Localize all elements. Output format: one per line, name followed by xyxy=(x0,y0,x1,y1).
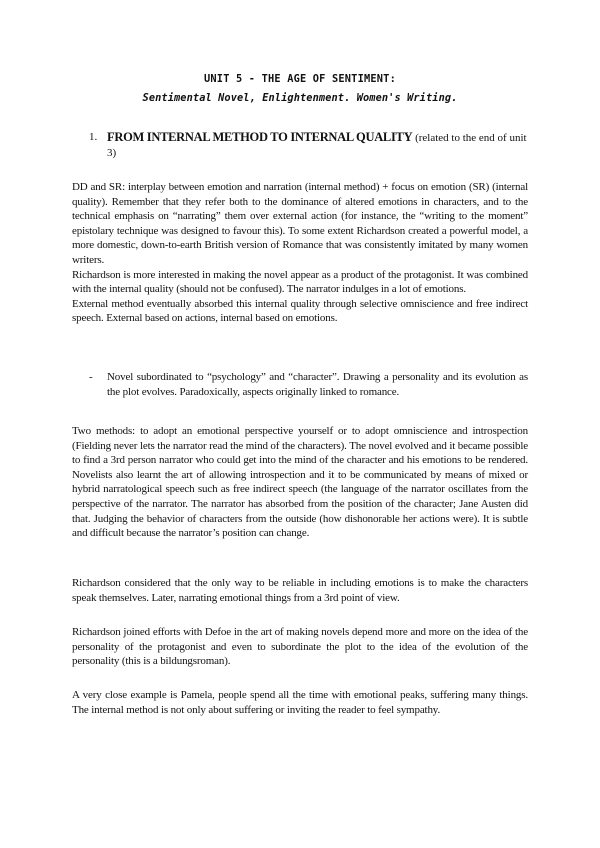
paragraph: Two methods: to adopt an emotional perspective yourself or to adopt omniscience and introspection (Fielding never lets the narrator read the mind of the characters). The novel evolved and it became possible to find a 3rd person narrator who could get into the mind of the character and his emotions to be rendered. Novelists also learnt the art of allowing introspection and it to be communicated by means of mixed or hybrid narratological speech such as free indirect speech (the language of the narrator oscillates from the perspective of the narrator. The narrator has absorbed from the position of the character; Jane Austen did that. Judging the behavior of characters from the outside (how dishonorable her actions were). It is subtle and difficult because the narrator’s position can change. xyxy=(72,425,528,540)
section-heading-text xyxy=(89,130,529,161)
bullet-item xyxy=(89,370,528,399)
paragraph-block-2 xyxy=(72,424,528,541)
paragraph-block-1 xyxy=(72,180,528,326)
paragraph: External method eventually absorbed this internal quality through selective omniscience and free indirect speech. External based on actions, internal based on emotions. xyxy=(72,297,528,325)
section-number: 1. xyxy=(89,131,98,143)
paragraph: Richardson is more interested in making the novel appear as a product of the protagonist. It was combined with the internal quality (should not be confused). The narrator indulges in a lot of emotions. xyxy=(72,268,528,296)
paragraph: A very close example is Pamela, people spend all the time with emotional peaks, suffering many things. The internal method is not only about suffering or inviting the reader to feel sympathy. xyxy=(72,689,528,716)
bullet-text: Novel subordinated to “psychology” and “character”. Drawing a personality and its evolution as the plot evolves. Paradoxically, aspects originally linked to romance. xyxy=(107,371,528,398)
bullet-marker: - xyxy=(89,371,93,383)
unit-title-main: UNIT 5 - THE AGE OF SENTIMENT: xyxy=(204,73,396,85)
paragraph: DD and SR: interplay between emotion and narration (internal method) + focus on emotion (SR) (internal quality). Remember that they refer both to the dominance of altered emotions in characters, and to the technical emphasis on “narrating” them over external action (for instance, the “writing to the moment” epistolary technique was designed to favour this). To some extent Richardson created a powerful model, a more domestic, down-to-earth British version of Romance that was consistently imitated by many women writers. xyxy=(72,181,528,266)
unit-title-subtitle: Sentimental Novel, Enlightenment. Women's Writing. xyxy=(142,92,458,104)
unit-title xyxy=(0,72,600,106)
section-heading-note: (related to the end of unit 3) xyxy=(107,132,527,159)
paragraph: Richardson joined efforts with Defoe in the art of making novels depend more and more on the idea of the personality of the protagonist and even to subordinate the plot to the idea of the evolution of the personality (this is a bildungsroman). xyxy=(72,626,528,668)
paragraph-block-5 xyxy=(72,688,528,717)
paragraph-block-3 xyxy=(72,576,528,605)
paragraph-block-4 xyxy=(72,625,528,669)
section-heading xyxy=(89,130,529,161)
paragraph: Richardson considered that the only way to be reliable in including emotions is to make the characters speak themselves. Later, narrating emotional things from a 3rd point of view. xyxy=(72,577,528,604)
section-heading-title: FROM INTERNAL METHOD TO INTERNAL QUALITY xyxy=(107,130,413,144)
